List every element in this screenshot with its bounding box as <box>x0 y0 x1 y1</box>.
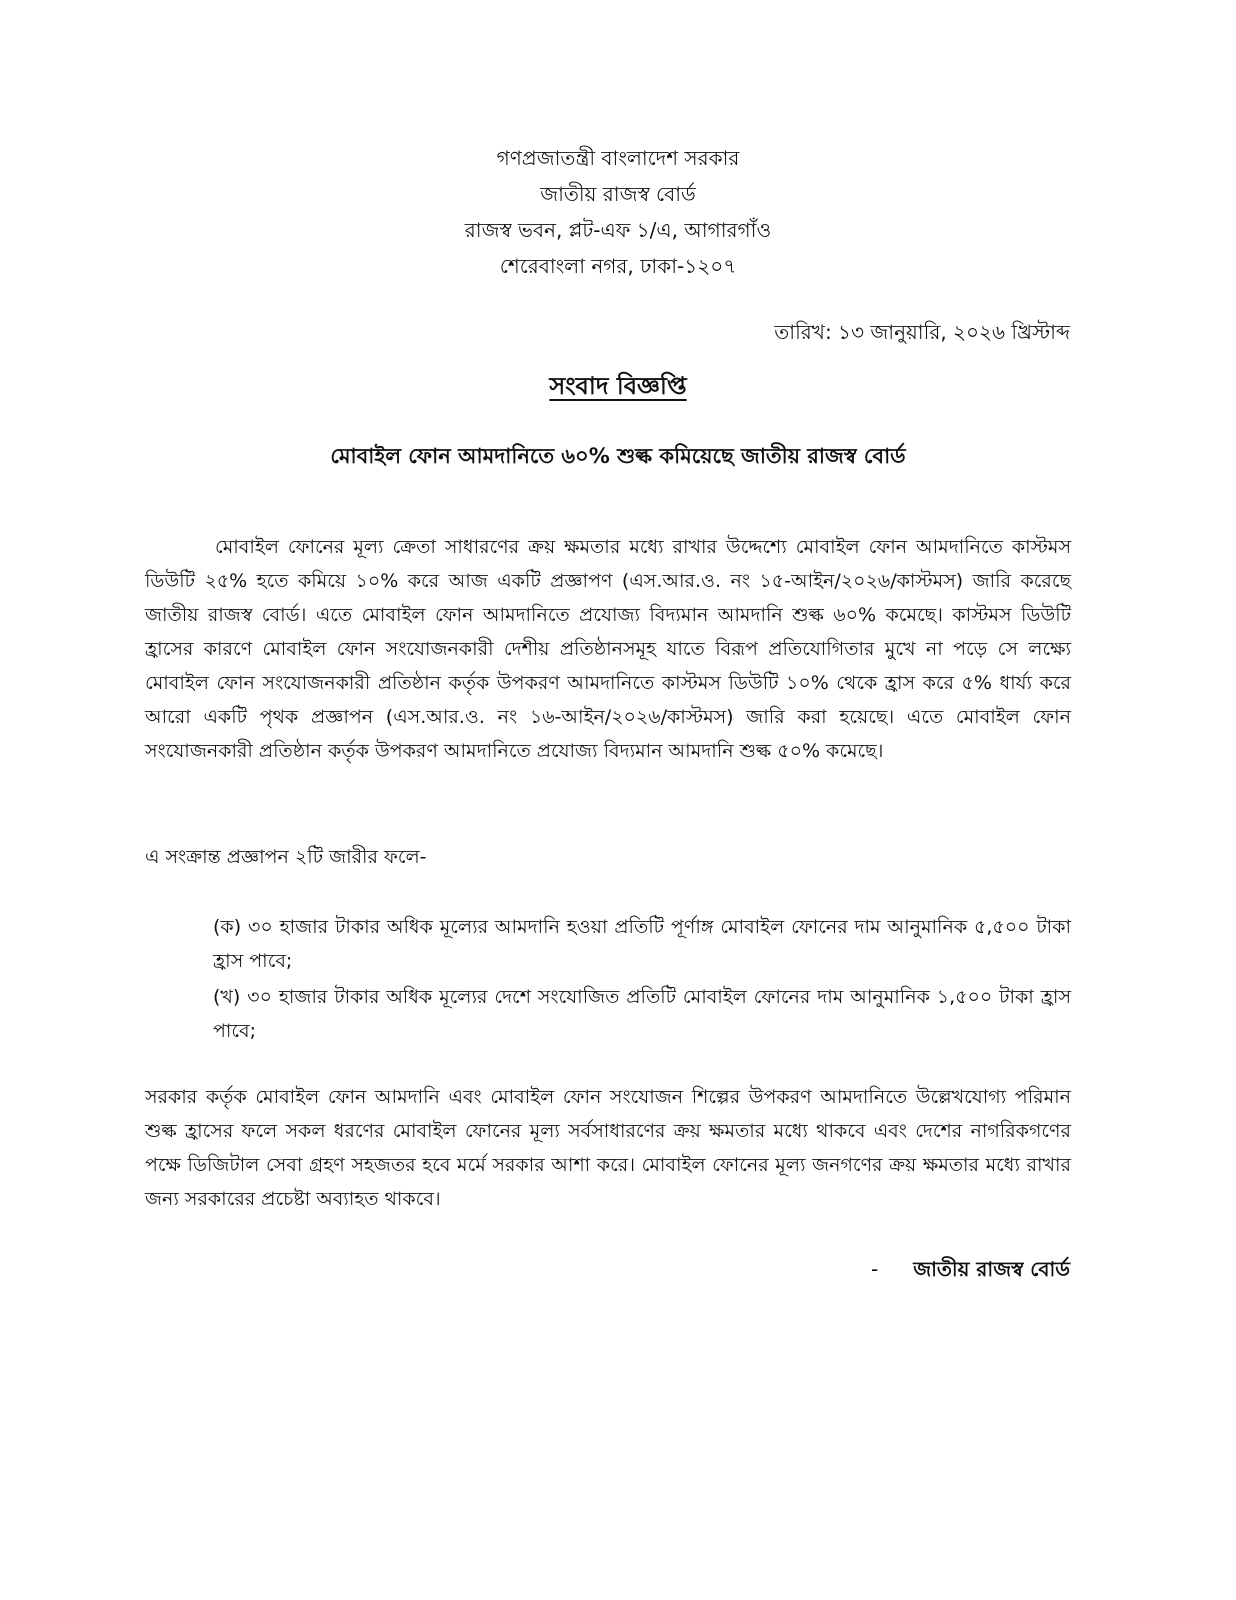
letterhead <box>0 140 1236 284</box>
headline: মোবাইল ফোন আমদানিতে ৬০% শুল্ক কমিয়েছে জাতীয় রাজস্ব বোর্ড <box>330 444 906 468</box>
organization-name: জাতীয় রাজস্ব বোর্ড <box>540 182 696 206</box>
document-title <box>0 368 1236 408</box>
signature-name: জাতীয় রাজস্ব বোর্ড <box>913 1257 1070 1281</box>
document-date: তারিখ: ১৩ জানুয়ারি, ২০২৬ খ্রিস্টাব্দ <box>774 320 1070 344</box>
address-line-1: রাজস্ব ভবন, প্লট-এফ ১/এ, আগারগাঁও <box>464 218 772 242</box>
effects-list <box>213 910 1071 1050</box>
body-paragraph-3: সরকার কর্তৃক মোবাইল ফোন আমদানি এবং মোবাইল ফোন সংযোজন শিল্পের উপকরণ আমদানিতে উল্লেখযোগ্য পরিমান শুল্ক হ্রাসের ফলে সকল ধরণের মোবাইল ফোনের মূল্য সর্বসাধারণের ক্রয় ক্ষমতার মধ্যে থাকবে এবং দেশের নাগরিকগণের পক্ষে ডিজিটাল সেবা গ্রহণ সহজতর হবে মর্মে সরকার আশা করে। মোবাইল ফোনের মূল্য জনগণের ক্রয় ক্ষমতার মধ্যে রাখার জন্য সরকারের প্রচেষ্টা অব্যাহত থাকবে। <box>145 1086 1071 1210</box>
list-item: (ক) ৩০ হাজার টাকার অধিক মূল্যের আমদানি হওয়া প্রতিটি পূর্ণাঙ্গ মোবাইল ফোনের দাম আনুমানিক ৫,৫০০ টাকা হ্রাস পাবে; <box>213 916 1071 972</box>
government-name: গণপ্রজাতন্ত্রী বাংলাদেশ সরকার <box>496 146 740 170</box>
signature <box>871 1255 1070 1288</box>
title-text: সংবাদ বিজ্ঞপ্তি <box>549 372 687 400</box>
body-paragraph-1: মোবাইল ফোনের মূল্য ক্রেতা সাধারণের ক্রয় ক্ষমতার মধ্যে রাখার উদ্দেশ্যে মোবাইল ফোন আমদানিতে কাস্টমস ডিউটি ২৫% হতে কমিয়ে ১০% করে আজ একটি প্রজ্ঞাপণ (এস.আর.ও. নং ১৫-আইন/২০২৬/কাস্টমস) জারি করেছে জাতীয় রাজস্ব বোর্ড। এতে মোবাইল ফোন আমদানিতে প্রযোজ্য বিদ্যমান আমদানি শুল্ক ৬০% কমেছে। কাস্টমস ডিউটি হ্রাসের কারণে মোবাইল ফোন সংযোজনকারী দেশীয় প্রতিষ্ঠানসমূহ যাতে বিরূপ প্রতিযোগিতার মুখে না পড়ে সে লক্ষ্যে মোবাইল ফোন সংযোজনকারী প্রতিষ্ঠান কর্তৃক উপকরণ আমদানিতে কাস্টমস ডিউটি ১০% থেকে হ্রাস করে ৫% ধার্য্য করে আরো একটি পৃথক প্রজ্ঞাপন (এস.আর.ও. নং ১৬-আইন/২০২৬/কাস্টমস) জারি করা হয়েছে। এতে মোবাইল ফোন সংযোজনকারী প্রতিষ্ঠান কর্তৃক উপকরণ আমদানিতে প্রযোজ্য বিদ্যমান আমদানি শুল্ক ৫০% কমেছে। <box>145 536 1071 762</box>
signature-dash: - <box>871 1257 879 1281</box>
address-line-2: শেরেবাংলা নগর, ঢাকা-১২০৭ <box>499 254 737 278</box>
list-item: (খ) ৩০ হাজার টাকার অধিক মূল্যের দেশে সংযোজিত প্রতিটি মোবাইল ফোনের দাম আনুমানিক ১,৫০০ টাকা হ্রাস পাবে; <box>213 986 1071 1042</box>
body-paragraph-2: এ সংক্রান্ত প্রজ্ঞাপন ২টি জারীর ফলে- <box>145 846 427 868</box>
